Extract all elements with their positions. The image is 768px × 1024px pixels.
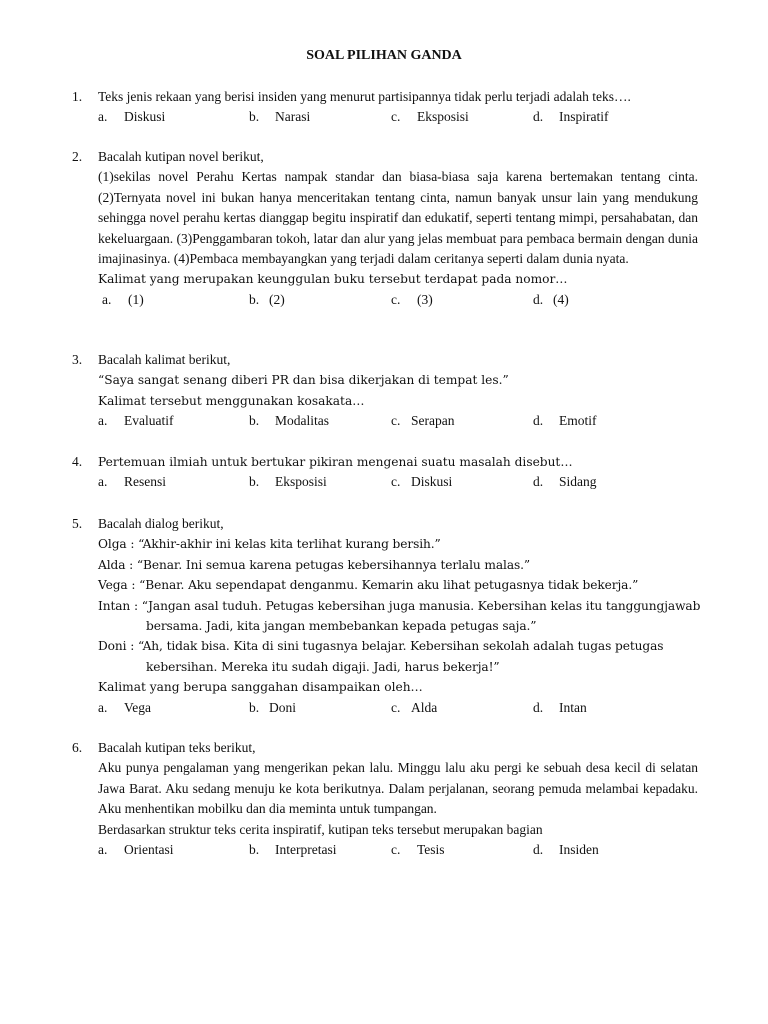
option-b[interactable]: b. Doni [249, 699, 296, 715]
dialog-line: Vega : “Benar. Aku sependapat denganmu. Kemarin aku lihat petugasnya tidak bekerja.” [98, 578, 639, 593]
option-c[interactable]: c. Tesis [391, 842, 445, 858]
dialog-line: Doni : “Ah, tidak bisa. Kita di sini tugasnya belajar. Kebersihan sekolah adalah tugas petugas [98, 639, 664, 654]
options [98, 472, 698, 492]
option-d[interactable]: d. Insiden [533, 842, 599, 858]
option-d[interactable]: d. Inspiratif [533, 109, 609, 125]
question-number: 6. [72, 740, 83, 755]
options [98, 840, 698, 860]
question-2 [72, 147, 698, 310]
option-a[interactable]: a. Evaluatif [98, 413, 174, 429]
question-text: Pertemuan ilmiah untuk bertukar pikiran mengenai suatu masalah disebut… [98, 455, 573, 469]
question-1 [72, 87, 698, 127]
option-d[interactable]: d. (4) [533, 291, 569, 307]
question-text: Teks jenis rekaan yang berisi insiden yang menurut partisipannya tidak perlu terjadi adalah teks…. [98, 89, 631, 104]
question-intro: Bacalah kutipan novel berikut, [98, 149, 264, 164]
question-5 [72, 514, 701, 718]
option-a[interactable]: a. (1) [102, 291, 144, 307]
options [98, 290, 698, 310]
options [98, 107, 698, 127]
option-c[interactable]: c. (3) [391, 291, 433, 307]
options [98, 698, 698, 718]
option-b[interactable]: b. (2) [249, 291, 285, 307]
options [98, 411, 698, 431]
option-b[interactable]: b. Modalitas [249, 413, 329, 429]
option-a[interactable]: a. Orientasi [98, 842, 174, 858]
novel-passage: (1)sekilas novel Perahu Kertas nampak standar dan biasa-biasa saja karena bertemakan tentang cinta. (2)Ternyata novel ini bukan hanya menceritakan tentang cinta, namun banyak unsur lain yang mendukung sehingga novel perahu kertas dianggap begitu inspiratif dan edukatif, seperti tentang mimpi, persahabatan, dan kekeluargaan. (3)Penggambaran tokoh, latar dan alur yang jelas membuat para pembaca bermain dengan dunia imajinasinya. (4)Pembaca membayangkan yang terjadi dalam ceritanya seperti dalam dunia nyata. [98, 169, 698, 267]
question-intro: Bacalah dialog berikut, [98, 516, 224, 531]
option-c[interactable]: c. Alda [391, 699, 438, 715]
question-number: 2. [72, 149, 83, 164]
option-c[interactable]: c. Eksposisi [391, 109, 469, 125]
question-prompt: Kalimat yang berupa sanggahan disampaikan oleh… [98, 680, 423, 695]
question-prompt: Kalimat yang merupakan keunggulan buku tersebut terdapat pada nomor… [98, 272, 568, 287]
dialog-line: Intan : “Jangan asal tuduh. Petugas kebersihan juga manusia. Kebersihan kelas itu tanggungjawab [98, 598, 701, 613]
option-a[interactable]: a. Diskusi [98, 109, 166, 125]
dialog-line: Olga : “Akhir-akhir ini kelas kita terlihat kurang bersih.” [98, 537, 441, 552]
dialog-line-continued: kebersihan. Mereka itu sudah digaji. Jadi, harus bekerja!” [146, 659, 500, 674]
page-title: SOAL PILIHAN GANDA [306, 48, 462, 63]
dialog-line: Alda : “Benar. Ini semua karena petugas kebersihannya terlalu malas.” [98, 557, 531, 572]
question-intro: Bacalah kalimat berikut, [98, 352, 231, 367]
question-6 [72, 738, 698, 860]
question-number: 5. [72, 516, 83, 531]
option-c[interactable]: c. Serapan [391, 413, 455, 429]
option-b[interactable]: b. Interpretasi [249, 842, 337, 858]
question-prompt: Berdasarkan struktur teks cerita inspiratif, kutipan teks tersebut merupakan bagian [98, 821, 543, 837]
question-3 [72, 350, 698, 431]
option-b[interactable]: b. Narasi [249, 109, 311, 125]
text-passage: Aku punya pengalaman yang mengerikan pekan lalu. Minggu lalu aku pergi ke sebuah desa kecil di selatan Jawa Barat. Aku sedang menuju ke kota berikutnya. Dalam perjalanan, seorang pemuda melambai kepadaku. Aku menhentikan mobilku dan dia meminta untuk tumpangan. [98, 760, 698, 817]
question-number: 4. [72, 454, 83, 469]
option-a[interactable]: a. Vega [98, 699, 151, 715]
question-number: 1. [72, 89, 83, 104]
question-4 [72, 452, 698, 492]
option-d[interactable]: d. Intan [533, 699, 587, 715]
quoted-sentence: “Saya sangat senang diberi PR dan bisa dikerjakan di tempat les.” [98, 373, 509, 388]
option-b[interactable]: b. Eksposisi [249, 474, 327, 490]
option-d[interactable]: d. Emotif [533, 413, 597, 429]
option-c[interactable]: c. Diskusi [391, 474, 453, 490]
question-intro: Bacalah kutipan teks berikut, [98, 740, 256, 755]
option-d[interactable]: d. Sidang [533, 474, 597, 490]
option-a[interactable]: a. Resensi [98, 474, 166, 490]
question-number: 3. [72, 352, 83, 367]
question-prompt: Kalimat tersebut menggunakan kosakata… [98, 393, 365, 408]
dialog-line-continued: bersama. Jadi, kita jangan membebankan kepada petugas saja.” [146, 619, 537, 634]
